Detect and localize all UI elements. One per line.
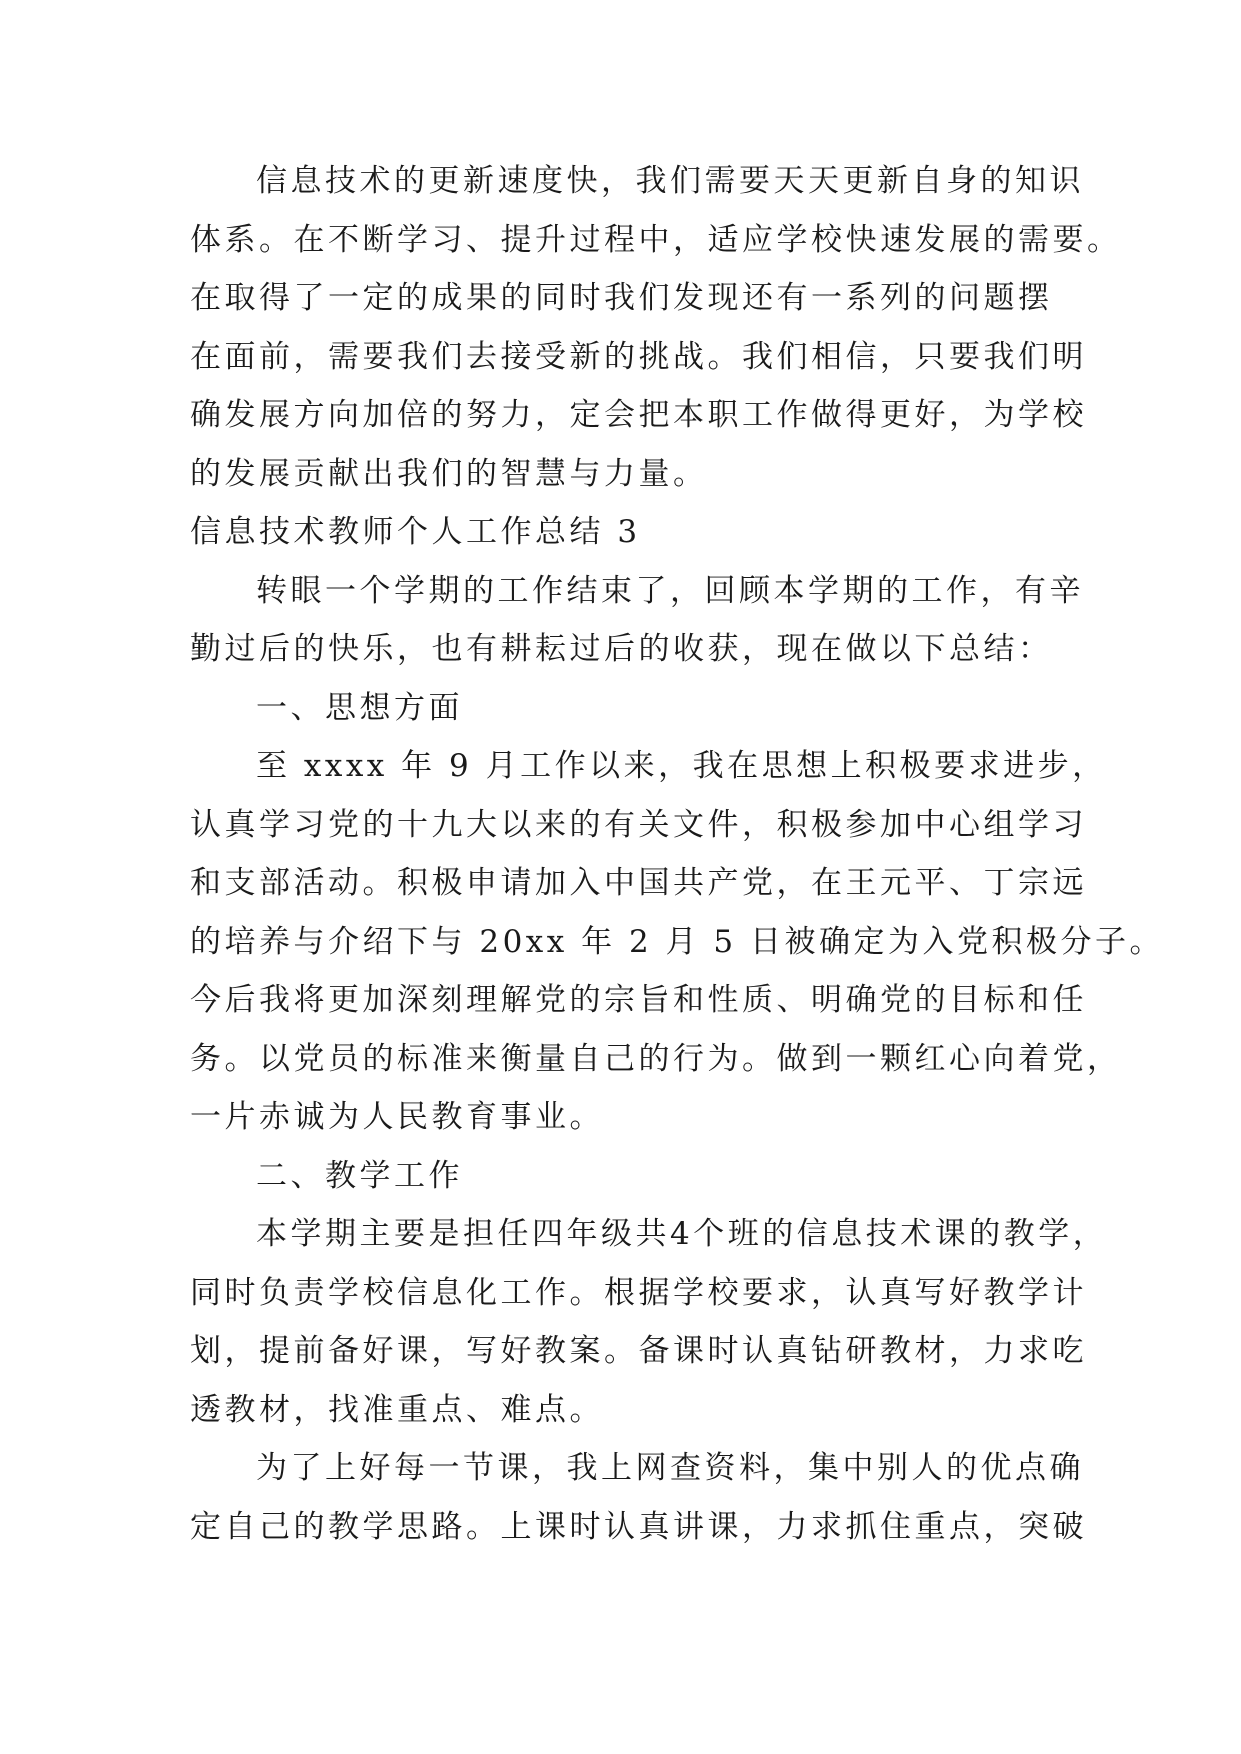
text-line: 一片赤诚为人民教育事业。 (190, 1099, 604, 1135)
text-line: 至 xxxx 年 9 月工作以来，我在思想上积极要求进步， (256, 748, 1107, 784)
text-line: 在面前，需要我们去接受新的挑战。我们相信，只要我们明 (190, 338, 1087, 375)
section-heading: 信息技术教师个人工作总结 3 (190, 514, 641, 550)
text-line: 的培养与介绍下与 20xx 年 2 月 5 日被确定为入党积极分子。 (190, 923, 1164, 960)
document-body (190, 152, 1164, 1556)
text-line: 今后我将更加深刻理解党的宗旨和性质、明确党的目标和任 (190, 982, 1087, 1018)
text-line: 本学期主要是担任四年级共4个班的信息技术课的教学， (256, 1216, 1108, 1252)
text-line: 定自己的教学思路。上课时认真讲课，力求抓住重点，突破 (190, 1508, 1087, 1545)
text-line: 透教材，找准重点、难点。 (190, 1391, 604, 1428)
text-line: 确发展方向加倍的努力，定会把本职工作做得更好，为学校 (190, 397, 1087, 433)
text-line: 勤过后的快乐，也有耕耘过后的收获，现在做以下总结： (190, 631, 1053, 667)
text-line: 为了上好每一节课，我上网查资料，集中别人的优点确 (256, 1450, 1084, 1486)
text-line: 信息技术的更新速度快，我们需要天天更新自身的知识 (256, 163, 1084, 199)
text-line: 认真学习党的十九大以来的有关文件，积极参加中心组学习 (190, 806, 1087, 843)
subsection-heading: 一、思想方面 (256, 689, 463, 726)
text-line: 同时负责学校信息化工作。根据学校要求，认真写好教学计 (190, 1274, 1087, 1311)
subsection-heading: 二、教学工作 (256, 1157, 463, 1194)
text-line: 体系。在不断学习、提升过程中，适应学校快速发展的需要。 (190, 221, 1122, 258)
text-line: 在取得了一定的成果的同时我们发现还有一系列的问题摆 (190, 280, 1053, 316)
text-line: 务。以党员的标准来衡量自己的行为。做到一颗红心向着党， (190, 1040, 1122, 1077)
text-line: 的发展贡献出我们的智慧与力量。 (190, 455, 708, 492)
text-line: 转眼一个学期的工作结束了，回顾本学期的工作，有辛 (256, 572, 1084, 609)
text-line: 和支部活动。积极申请加入中国共产党，在王元平、丁宗远 (190, 865, 1087, 901)
text-line: 划，提前备好课，写好教案。备课时认真钻研教材，力求吃 (190, 1333, 1087, 1369)
